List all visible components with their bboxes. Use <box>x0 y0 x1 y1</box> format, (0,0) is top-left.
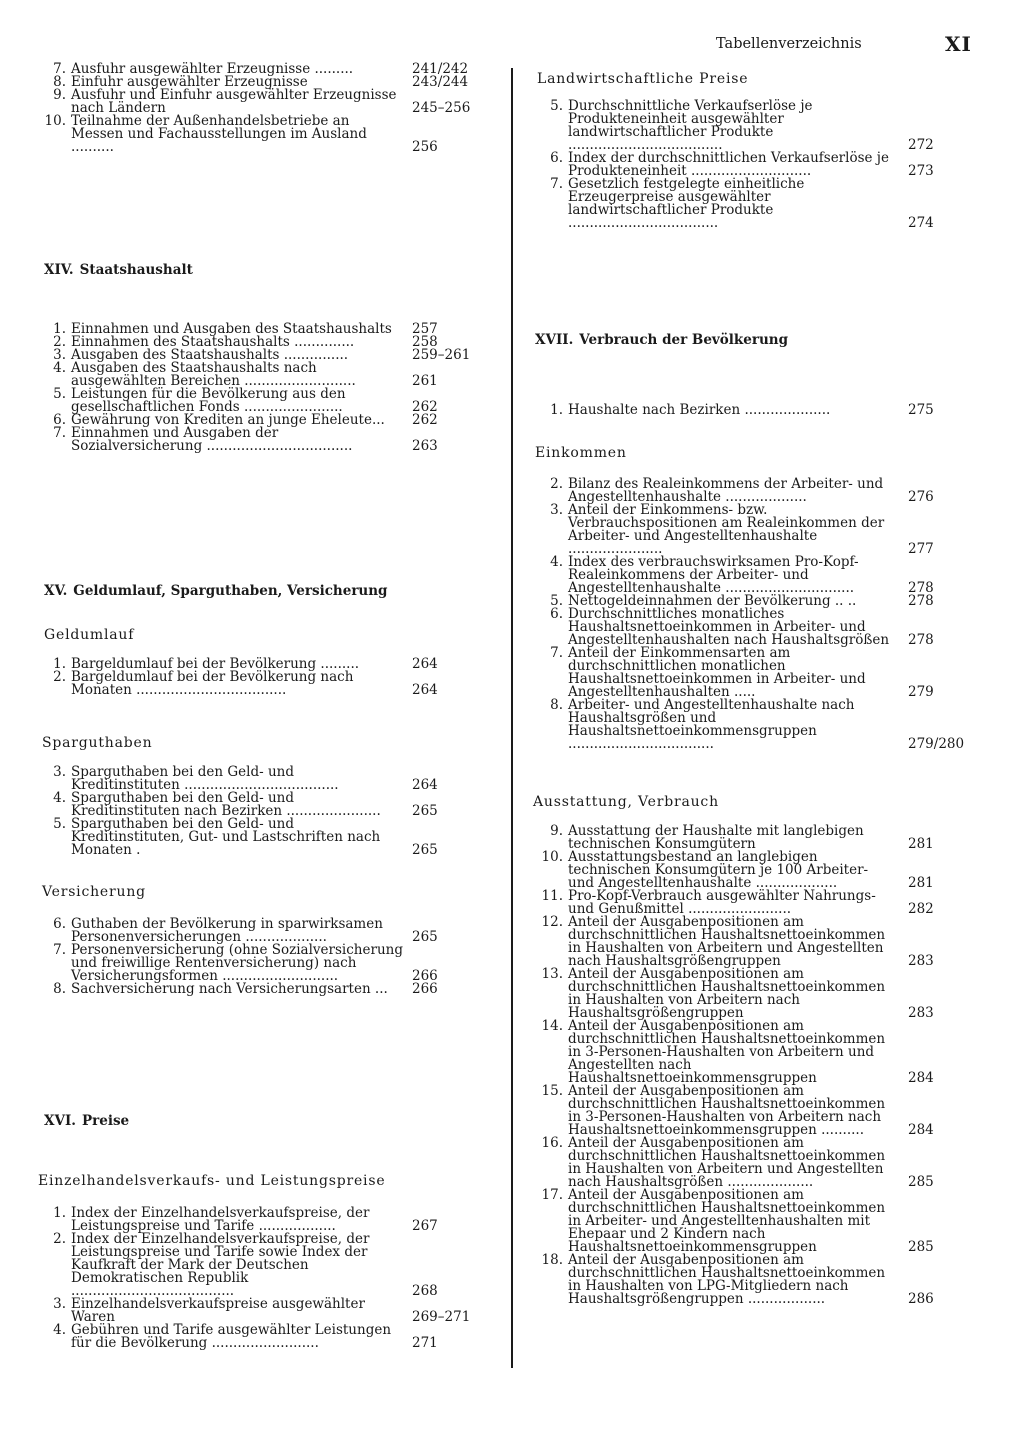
entry-number: 16. <box>541 1135 563 1151</box>
entry-title: Arbeiter- und Angestelltenhaushalte nach Haushaltsgrößen und Haushaltsnettoeinkommensgruppen .................................. <box>568 697 855 752</box>
entry-page: 279 <box>908 684 934 700</box>
entry-title: Anteil der Einkommensarten am durchschnittlichen monatlichen Haushaltsnettoeinkommen in Arbeiter- und Angestelltenhaushalten ..... <box>568 645 866 700</box>
subheading-versicherung: Versicherung <box>42 884 146 900</box>
subheading-ausstattung: Ausstattung, Verbrauch <box>533 794 719 810</box>
entry-page: 268 <box>412 1283 438 1299</box>
entry-page: 278 <box>908 632 934 648</box>
ausstattung-list <box>529 825 959 1306</box>
toc-entry <box>32 918 477 944</box>
toc-entry <box>529 504 959 556</box>
entry-number: 4. <box>53 1322 66 1338</box>
entry-page: 256 <box>412 139 438 155</box>
entry-page: 261 <box>412 373 438 389</box>
entry-page: 276 <box>908 489 934 505</box>
subheading-landwirtschaft: Landwirtschaftliche Preise <box>537 71 749 87</box>
chapter-heading: XVI. Preise <box>44 1113 130 1129</box>
entry-page: 258 <box>412 334 438 350</box>
entry-number: 2. <box>53 334 66 350</box>
entry-number: 1. <box>550 402 563 418</box>
entry-title: Anteil der Ausgabenpositionen am durchschnittlichen Haushaltsnettoeinkommen in Haushalten von LPG-Mitgliedern nach Haushaltsgrößengruppen .................. <box>568 1252 886 1307</box>
entry-title: Index der durchschnittlichen Verkaufserlöse je Produkteneinheit ............................ <box>568 150 889 179</box>
page-number: XI <box>945 32 972 56</box>
subheading-sparguthaben: Sparguthaben <box>42 735 153 751</box>
column-divider <box>511 68 513 1368</box>
toc-entry <box>32 792 477 818</box>
preise-list <box>32 1207 477 1350</box>
entry-number: 8. <box>53 981 66 997</box>
entry-page: 277 <box>908 541 934 557</box>
entry-number: 2. <box>53 1231 66 1247</box>
toc-entry <box>529 1137 959 1189</box>
toc-list <box>529 825 959 1306</box>
toc-entry <box>529 825 959 851</box>
entry-number: 6. <box>53 412 66 428</box>
toc-entry <box>32 388 477 414</box>
entry-number: 5. <box>550 98 563 114</box>
entry-page: 262 <box>412 412 438 428</box>
entry-page: 262 <box>412 399 438 415</box>
entry-title: Bargeldumlauf bei der Bevölkerung nach Monaten ................................... <box>71 669 354 698</box>
toc-entry <box>32 983 477 996</box>
entry-title: Anteil der Ausgabenpositionen am durchschnittlichen Haushaltsnettoeinkommen in 3-Personen-Haushalten von Arbeitern nach Haushaltsnettoeinkommensgruppen .......... <box>568 1083 886 1138</box>
entry-title: Index der Einzelhandelsverkaufspreise, der Leistungspreise und Tarife sowie Index der Kaufkraft der Mark der Deutschen Demokratischen Republik ...................................... <box>71 1231 370 1299</box>
entry-page: 274 <box>908 215 934 231</box>
entry-page: 283 <box>908 953 934 969</box>
entry-page: 272 <box>908 137 934 153</box>
toc-entry <box>32 944 477 983</box>
toc-entry <box>529 1189 959 1254</box>
subheading-geldumlauf: Geldumlauf <box>44 627 135 643</box>
entry-title: Einzelhandelsverkaufspreise ausgewählter Waren <box>71 1296 365 1325</box>
entry-number: 3. <box>53 347 66 363</box>
entry-title: Nettogeldeinnahmen der Bevölkerung .. .. <box>568 593 857 609</box>
toc-entry <box>32 115 477 154</box>
toc-entry <box>529 968 959 1020</box>
entry-page: 264 <box>412 777 438 793</box>
entry-number: 8. <box>550 697 563 713</box>
toc-entry <box>529 152 959 178</box>
entry-number: 5. <box>550 593 563 609</box>
toc-list <box>32 918 477 996</box>
entry-page: 269–271 <box>412 1309 471 1325</box>
entry-title: Einnahmen und Ausgaben des Staatshaushalts <box>71 321 392 337</box>
entry-number: 17. <box>541 1187 563 1203</box>
entry-page: 241/242 <box>412 61 469 77</box>
toc-entry <box>529 916 959 968</box>
entry-title: Personenversicherung (ohne Sozialversicherung und freiwillige Rentenversicherung) nach Versicherungsformen ........................... <box>71 942 403 984</box>
toc-entry <box>32 766 477 792</box>
entry-number: 3. <box>53 1296 66 1312</box>
toc-list <box>32 766 477 857</box>
toc-entry <box>529 647 959 699</box>
einkommen-list <box>529 476 965 752</box>
running-title: Tabellenverzeichnis <box>716 36 862 52</box>
toc-entry <box>529 178 959 230</box>
entry-number: 2. <box>550 476 563 492</box>
toc-entry <box>32 1298 477 1324</box>
landwirtschaft-list <box>529 100 959 230</box>
entry-page: 284 <box>908 1122 934 1138</box>
entry-title: Durchschnittliche Verkaufserlöse je Produkteneinheit ausgewählter landwirtschaftlicher Produkte .................................... <box>568 98 813 153</box>
entry-page: 286 <box>908 1291 934 1307</box>
entry-page: 285 <box>908 1174 934 1190</box>
entry-title: Ausfuhr ausgewählter Erzeugnisse ......... <box>71 61 354 77</box>
entry-number: 8. <box>53 74 66 90</box>
entry-page: 264 <box>412 682 438 698</box>
foreign-trade-continued <box>32 63 477 154</box>
toc-entry <box>529 851 959 890</box>
entry-title: Bargeldumlauf bei der Bevölkerung ......... <box>71 656 360 672</box>
entry-number: 1. <box>53 656 66 672</box>
entry-title: Sparguthaben bei den Geld- und Kreditinstituten nach Bezirken ...................... <box>71 790 381 819</box>
subheading-einzelhandel: Einzelhandelsverkaufs- und Leistungspreise <box>38 1173 386 1189</box>
entry-title: Pro-Kopf-Verbrauch ausgewählter Nahrungs- und Genußmittel ........................ <box>568 888 876 917</box>
toc-entry <box>529 100 959 152</box>
entry-number: 6. <box>550 150 563 166</box>
entry-number: 9. <box>550 823 563 839</box>
entry-page: 243/244 <box>412 74 469 90</box>
toc-entry <box>529 608 959 647</box>
entry-number: 5. <box>53 386 66 402</box>
entry-page: 264 <box>412 656 438 672</box>
entry-title: Bilanz des Realeinkommens der Arbeiter- und Angestelltenhaushalte ................... <box>568 476 884 505</box>
toc-list <box>32 63 477 154</box>
chapter-heading: XIV. Staatshaushalt <box>44 262 193 278</box>
toc-list <box>529 100 959 230</box>
toc-entry <box>32 818 477 857</box>
entry-title: Anteil der Ausgabenpositionen am durchschnittlichen Haushaltsnettoeinkommen in 3-Personen-Haushalten von Arbeitern und Angestellten nach Haushaltsnettoeinkommensgruppen <box>568 1018 886 1086</box>
entry-title: Sparguthaben bei den Geld- und Kreditinstituten .................................... <box>71 764 339 793</box>
entry-page: 266 <box>412 968 438 984</box>
entry-title: Index der Einzelhandelsverkaufspreise, der Leistungspreise und Tarife .................. <box>71 1205 370 1234</box>
entry-title: Einnahmen und Ausgaben der Sozialversicherung .................................. <box>71 425 353 454</box>
entry-page: 279/280 <box>908 736 965 752</box>
entry-number: 4. <box>550 554 563 570</box>
entry-title: Ausstattung der Haushalte mit langlebigen technischen Konsumgütern <box>568 823 864 852</box>
entry-title: Ausfuhr und Einfuhr ausgewählter Erzeugnisse nach Ländern <box>71 87 397 116</box>
entry-number: 6. <box>53 916 66 932</box>
entry-number: 7. <box>53 942 66 958</box>
entry-title: Anteil der Ausgabenpositionen am durchschnittlichen Haushaltsnettoeinkommen in Arbeiter- und Angestelltenhaushalten mit Ehepaar und 2 Kindern nach Haushaltsnettoeinkommensgruppen <box>568 1187 886 1255</box>
toc-entry <box>529 556 959 595</box>
entry-number: 7. <box>550 645 563 661</box>
chapter-staatshaushalt <box>32 262 477 279</box>
toc-entry <box>32 671 477 697</box>
entry-title: Sparguthaben bei den Geld- und Kreditinstituten, Gut- und Lastschriften nach Monaten . <box>71 816 381 858</box>
entry-page: 275 <box>908 402 934 418</box>
toc-list <box>32 1207 477 1350</box>
entry-title: Guthaben der Bevölkerung in sparwirksamen Personenversicherungen ................... <box>71 916 383 945</box>
chapter-heading: XV. Geldumlauf, Sparguthaben, Versicherung <box>44 583 388 599</box>
entry-title: Einfuhr ausgewählter Erzeugnisse <box>71 74 308 90</box>
entry-number: 10. <box>44 113 66 129</box>
entry-title: Teilnahme der Außenhandelsbetriebe an Messen und Fachausstellungen im Ausland .......... <box>71 113 367 155</box>
toc-entry <box>529 1254 959 1306</box>
entry-page: 281 <box>908 875 934 891</box>
entry-number: 1. <box>53 321 66 337</box>
entry-page: 284 <box>908 1070 934 1086</box>
entry-page: 282 <box>908 901 934 917</box>
entry-number: 7. <box>550 176 563 192</box>
toc-entry <box>529 697 965 752</box>
toc-entry <box>32 1233 477 1298</box>
entry-number: 3. <box>53 764 66 780</box>
toc-entry <box>529 1020 959 1085</box>
entry-number: 6. <box>550 606 563 622</box>
entry-number: 11. <box>541 888 563 904</box>
toc-entry <box>32 89 477 115</box>
entry-number: 7. <box>53 61 66 77</box>
entry-page: 283 <box>908 1005 934 1021</box>
entry-number: 18. <box>541 1252 563 1268</box>
toc-entry <box>529 890 959 916</box>
entry-page: 271 <box>412 1335 438 1351</box>
toc-list <box>529 476 965 752</box>
entry-number: 14. <box>541 1018 563 1034</box>
entry-title: Leistungen für die Bevölkerung aus den gesellschaftlichen Fonds ....................... <box>71 386 346 415</box>
entry-number: 12. <box>541 914 563 930</box>
entry-title: Anteil der Ausgabenpositionen am durchschnittlichen Haushaltsnettoeinkommen in Haushalten von Arbeitern und Angestellten nach Haushaltsgrößengruppen <box>568 914 886 969</box>
toc-entry <box>529 1085 959 1137</box>
entry-title: Index des verbrauchswirksamen Pro-Kopf-Realeinkommens der Arbeiter- und Angestelltenhaushalte .............................. <box>568 554 859 596</box>
entry-page: 278 <box>908 593 934 609</box>
entry-page: 285 <box>908 1239 934 1255</box>
entry-page: 266 <box>412 981 438 997</box>
chapter-geldumlauf <box>32 583 477 600</box>
entry-page: 267 <box>412 1218 438 1234</box>
entry-title: Anteil der Ausgabenpositionen am durchschnittlichen Haushaltsnettoeinkommen in Haushalten von Arbeitern und Angestellten nach Haushaltsgrößen .................... <box>568 1135 886 1190</box>
toc-list <box>529 404 959 417</box>
entry-number: 10. <box>541 849 563 865</box>
entry-number: 1. <box>53 1205 66 1221</box>
entry-title: Ausgaben des Staatshaushalts ............... <box>71 347 349 363</box>
toc-entry <box>529 404 959 417</box>
sparguthaben-list <box>32 766 477 857</box>
entry-title: Ausstattungsbestand an langlebigen technischen Konsumgütern je 100 Arbeiter- und Angestelltenhaushalte ................... <box>568 849 869 891</box>
geldumlauf-list <box>32 658 477 697</box>
chapter-verbrauch <box>529 332 959 349</box>
entry-number: 7. <box>53 425 66 441</box>
entry-number: 9. <box>53 87 66 103</box>
entry-page: 259–261 <box>412 347 471 363</box>
entry-title: Anteil der Ausgabenpositionen am durchschnittlichen Haushaltsnettoeinkommen in Haushalten von Arbeitern nach Haushaltsgrößengruppen <box>568 966 886 1021</box>
entry-number: 2. <box>53 669 66 685</box>
entry-page: 273 <box>908 163 934 179</box>
entry-title: Gebühren und Tarife ausgewählter Leistungen für die Bevölkerung ......................... <box>71 1322 392 1351</box>
entry-title: Sachversicherung nach Versicherungsarten ... <box>71 981 388 997</box>
staatshaushalt-list <box>32 323 477 453</box>
entry-number: 13. <box>541 966 563 982</box>
entry-page: 265 <box>412 842 438 858</box>
entry-title: Haushalte nach Bezirken .................... <box>568 402 831 418</box>
entry-number: 4. <box>53 360 66 376</box>
toc-entry <box>32 1324 477 1350</box>
entry-title: Einnahmen des Staatshaushalts .............. <box>71 334 355 350</box>
entry-number: 4. <box>53 790 66 806</box>
entry-number: 15. <box>541 1083 563 1099</box>
entry-page: 278 <box>908 580 934 596</box>
entry-page: 245–256 <box>412 100 471 116</box>
subheading-einkommen: Einkommen <box>535 445 627 461</box>
toc-entry <box>32 1207 477 1233</box>
entry-page: 263 <box>412 438 438 454</box>
toc-entry <box>32 427 477 453</box>
entry-title: Anteil der Einkommens- bzw. Verbrauchspositionen am Realeinkommen der Arbeiter- und Angestelltenhaushalte ...................... <box>568 502 885 557</box>
entry-number: 5. <box>53 816 66 832</box>
entry-number: 3. <box>550 502 563 518</box>
entry-page: 281 <box>908 836 934 852</box>
entry-title: Gesetzlich festgelegte einheitliche Erzeugerpreise ausgewählter landwirtschaftlicher Produkte ................................... <box>568 176 805 231</box>
versicherung-list <box>32 918 477 996</box>
entry-title: Ausgaben des Staatshaushalts nach ausgewählten Bereichen .......................... <box>71 360 356 389</box>
toc-list <box>32 323 477 453</box>
haushalte-list <box>529 404 959 417</box>
entry-title: Gewährung von Krediten an junge Eheleute... <box>71 412 385 428</box>
entry-page: 265 <box>412 803 438 819</box>
entry-page: 257 <box>412 321 438 337</box>
toc-entry <box>529 478 959 504</box>
entry-title: Durchschnittliches monatliches Haushaltsnettoeinkommen in Arbeiter- und Angestelltenhaushalten nach Haushaltsgrößen <box>568 606 890 648</box>
chapter-preise <box>32 1113 477 1130</box>
chapter-heading: XVII. Verbrauch der Bevölkerung <box>535 332 789 348</box>
toc-entry <box>32 362 477 388</box>
toc-list <box>32 658 477 697</box>
entry-page: 265 <box>412 929 438 945</box>
